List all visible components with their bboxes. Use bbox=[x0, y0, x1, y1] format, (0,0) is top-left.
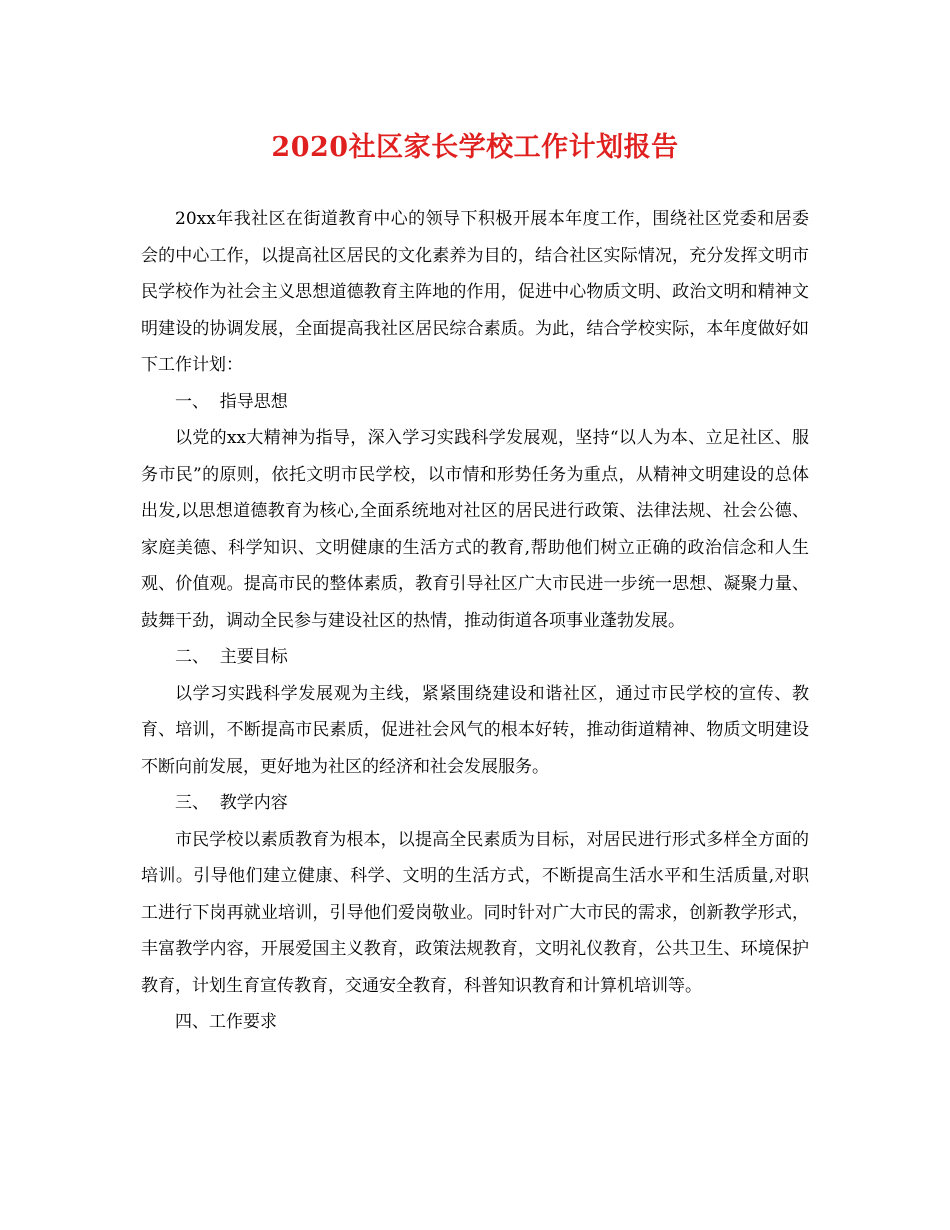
document-body bbox=[141, 201, 809, 1041]
document-title: 2020社区家长学校工作计划报告 bbox=[271, 132, 679, 163]
section-body-main-goals: 以学习实践科学发展观为主线，紧紧围绕建设和谐社区，通过市民学校的宣传、教育、培训，不断提高市民素质，促进社会风气的根本好转，推动街道精神、物质文明建设不断向前发展，更好地为社区的经济和社会发展服务。 bbox=[141, 683, 809, 777]
section-heading-guiding-ideology: 一、 指导思想 bbox=[175, 391, 288, 412]
section-body-guiding-ideology: 以党的xx大精神为指导，深入学习实践科学发展观，坚持“以人为本、立足社区、服务市民”的原则，依托文明市民学校，以市情和形势任务为重点，从精神文明建设的总体出发,以思想道德教育为核心,全面系统地对社区的居民进行政策、法律法规、社会公德、家庭美德、科学知识、文明健康的生活方式的教育,帮助他们树立正确的政治信念和人生观、价值观。提高市民的整体素质，教育引导社区广大市民进一步统一思想、凝聚力量、鼓舞干劲，调动全民参与建设社区的热情，推动街道各项事业蓬勃发展。 bbox=[141, 428, 809, 631]
intro-paragraph: 20xx年我社区在街道教育中心的领导下积极开展本年度工作，围绕社区党委和居委会的中心工作，以提高社区居民的文化素养为目的，结合社区实际情况，充分发挥文明市民学校作为社会主义思想道德教育主阵地的作用，促进中心物质文明、政治文明和精神文明建设的协调发展，全面提高我社区居民综合素质。为此，结合学校实际，本年度做好如下工作计划： bbox=[141, 209, 809, 375]
section-heading-main-goals: 二、 主要目标 bbox=[175, 647, 288, 667]
section-heading-work-requirements: 四、工作要求 bbox=[175, 1012, 277, 1032]
section-heading-teaching-content: 三、 教学内容 bbox=[175, 793, 288, 813]
section-body-teaching-content: 市民学校以素质教育为根本，以提高全民素质为目标，对居民进行形式多样全方面的培训。引导他们建立健康、科学、文明的生活方式，不断提高生活水平和生活质量,对职工进行下岗再就业培训，引导他们爱岗敬业。同时针对广大市民的需求，创新教学形式，丰富教学内容，开展爱国主义教育，政策法规教育，文明礼仪教育，公共卫生、环境保护教育，计划生育宣传教育，交通安全教育，科普知识教育和计算机培训等。 bbox=[141, 829, 809, 996]
